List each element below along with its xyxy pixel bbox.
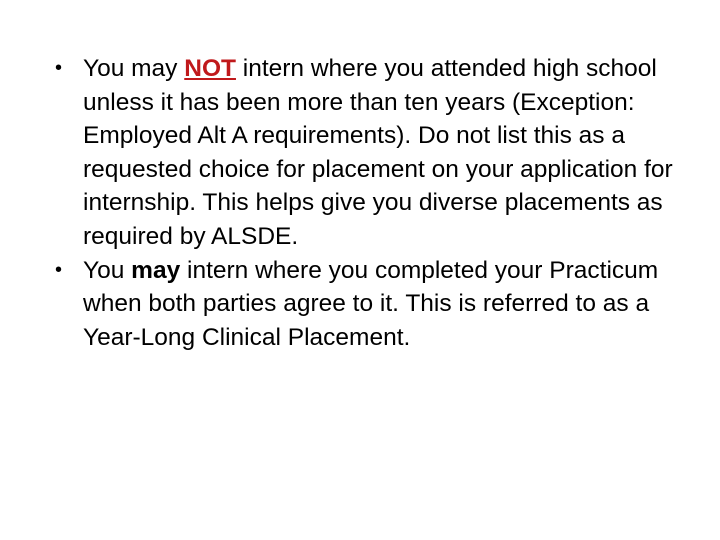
bullet-text-body: intern where you completed your Practicum when both parties agree to it. This is referred to as a Year-Long Clinical Placement.: [83, 256, 659, 351]
bullet-item-no-high-school: [50, 52, 700, 254]
bullet-marker: •: [55, 57, 63, 79]
bullet-marker: •: [55, 258, 63, 281]
emphasis-not: NOT: [184, 55, 236, 82]
bullet-text-prefix: You may: [83, 55, 185, 82]
bullet-text-prefix: You: [83, 256, 132, 284]
bullet-item-practicum: [50, 254, 700, 355]
bullet-list: [50, 52, 700, 354]
emphasis-may: may: [131, 256, 181, 284]
bullet-text-body: intern where you attended high school unless it has been more than ten years (Exception: Employed Alt A requirements). Do not list this as a requested choice for placement on your application for internship. This helps give you diverse placements as required by ALSDE.: [83, 55, 673, 250]
